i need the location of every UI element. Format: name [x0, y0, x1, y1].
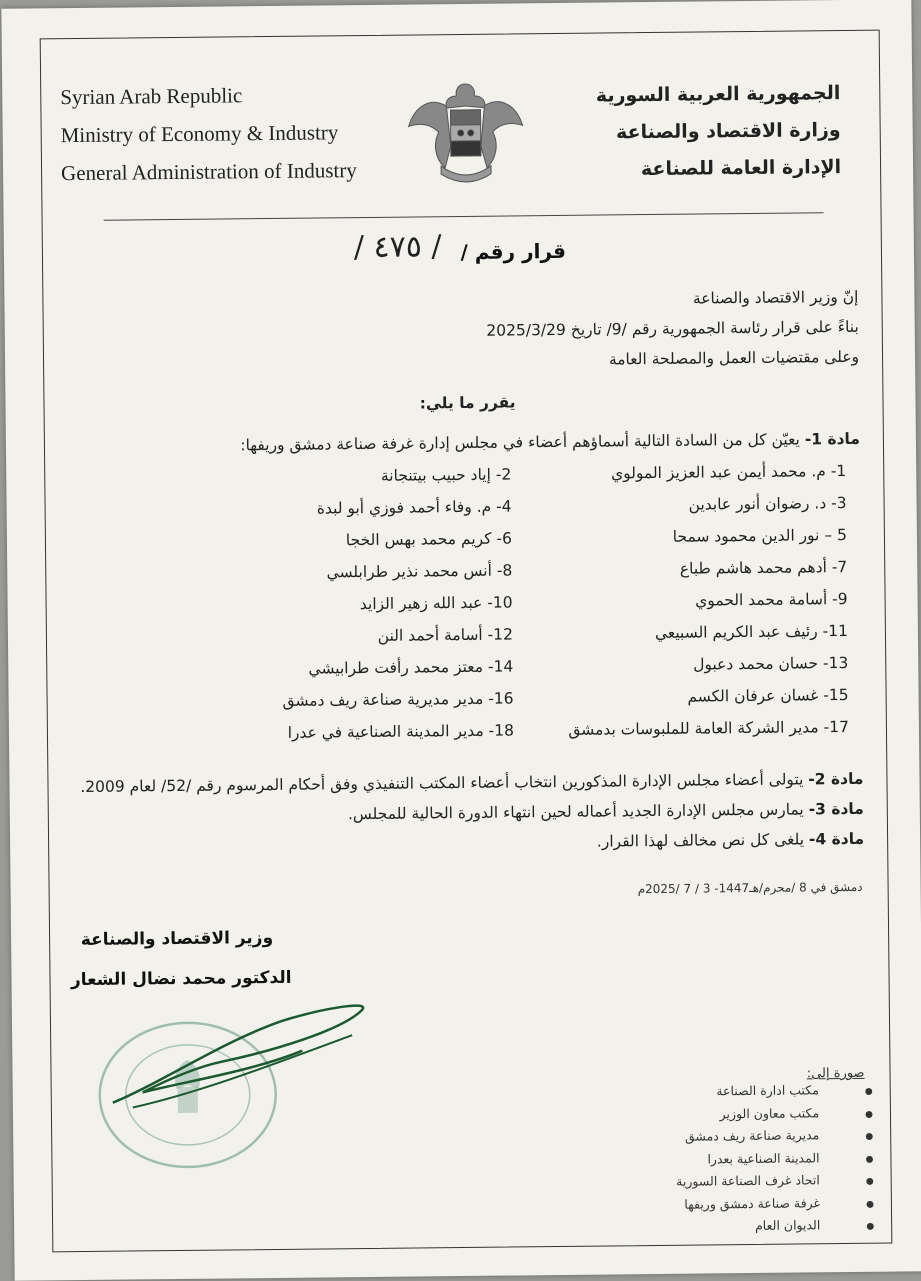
member-item: 12- أسامة أحمد النن	[377, 625, 514, 645]
letterhead-en-line2: Ministry of Economy & Industry	[60, 120, 339, 148]
handwritten-signature-icon	[102, 980, 383, 1123]
preamble-line3: وعلى مقتضيات العمل والمصلحة العامة	[608, 347, 860, 369]
cc-item: ● مكتب معاون الوزير	[675, 1103, 845, 1127]
english-letterhead	[60, 75, 357, 192]
cc-item: ● اتحاد غرف الصناعة السورية	[676, 1170, 846, 1194]
issue-date: دمشق في 8 /محرم/هـ1447- 3 / 7 /2025م	[637, 879, 863, 897]
member-item: 15- غسان عرفان الكسم	[687, 685, 849, 706]
member-item: 8- أنس محمد نذير طرابلسي	[326, 561, 513, 582]
article4-label: مادة 4-	[808, 829, 865, 849]
letterhead-en-line1: Syrian Arab Republic	[60, 83, 243, 110]
member-item: 9- أسامة محمد الحموي	[695, 589, 848, 610]
member-item: 6- كريم محمد بهس الخجا	[345, 529, 513, 550]
member-item: 16- مدير مديرية صناعة ريف دمشق	[282, 689, 514, 710]
cc-item: ● غرفة صناعة دمشق وريفها	[676, 1193, 846, 1217]
article1-text: يعيّن كل من السادة التالية أسماؤهم أعضاء في مجلس إدارة غرفة صناعة دمشق وريفها:	[240, 430, 800, 455]
article2-text: يتولى أعضاء مجلس الإدارة المذكورين انتخاب أعضاء المكتب التنفيذي وفق أحكام المرسوم رقم /52/ لعام 2009.	[80, 770, 804, 797]
preamble-line1: إنّ وزير الاقتصاد والصناعة	[692, 287, 859, 308]
article2-label: مادة 2-	[808, 769, 864, 789]
eagle-emblem-icon	[400, 65, 531, 196]
member-item: 2- إياد حبيب بيتنجانة	[380, 465, 512, 485]
member-item: 3- د. رضوان أنور عابدين	[688, 493, 847, 514]
member-item: 10- عبد الله زهير الزايد	[359, 593, 513, 614]
cc-item: ● المدينة الصناعية بعدرا	[676, 1148, 846, 1172]
letterhead-en-line3: General Administration of Industry	[60, 158, 357, 186]
signature-name: الدكتور محمد نضال الشعار	[70, 967, 292, 991]
member-item: 7- أدهم محمد هاشم طباع	[679, 557, 848, 578]
member-item: 4- م. وفاء أحمد فوزي أبو لبدة	[316, 497, 512, 518]
preamble-line2: بناءً على قرار رئاسة الجمهورية رقم /9/ تاريخ 2025/3/29	[486, 317, 859, 340]
letterhead-ar-line1: الجمهورية العربية السورية	[595, 82, 841, 107]
arabic-letterhead	[596, 75, 842, 189]
decision-title: قرار رقم /	[460, 238, 567, 265]
member-item: 13- حسان محمد دعبول	[693, 653, 849, 674]
letterhead-ar-line3: الإدارة العامة للصناعة	[640, 156, 842, 181]
document-page	[1, 0, 921, 1281]
member-item: 11- رئيف عبد الكريم السبيعي	[654, 621, 849, 642]
article4-text: يلغى كل نص مخالف لهذا القرار.	[596, 830, 805, 851]
cc-item: ● مكتب ادارة الصناعة	[675, 1080, 845, 1104]
member-item: 1- م. محمد أيمن عبد العزيز المولوي	[610, 461, 847, 483]
cc-list	[675, 1080, 846, 1239]
decides-heading: يقرر ما يلي:	[419, 393, 516, 413]
cc-item: ● الديوان العام	[677, 1215, 847, 1239]
member-item: 18- مدير المدينة الصناعية في عدرا	[287, 721, 515, 742]
article1-label: مادة 1-	[804, 429, 861, 449]
cc-item: ● مديرية صناعة ريف دمشق	[676, 1125, 846, 1149]
letterhead-ar-line2: وزارة الاقتصاد والصناعة	[615, 119, 841, 144]
article3-text: يمارس مجلس الإدارة الجديد أعماله لحين انتهاء الدورة الحالية للمجلس.	[347, 800, 804, 824]
article3-label: مادة 3-	[808, 799, 864, 819]
cc-label: صورة إلى:	[806, 1065, 865, 1082]
member-item: 14- معتز محمد رأفت طرابيشي	[308, 657, 514, 678]
article4	[597, 830, 864, 851]
member-item: 5 – نور الدين محمود سمحا	[672, 525, 848, 546]
signature-title: وزير الاقتصاد والصناعة	[80, 928, 274, 951]
member-item: 17- مدير الشركة العامة للملبوسات بدمشق	[568, 717, 850, 739]
decision-number: / ٤٧٥ /	[353, 229, 442, 266]
